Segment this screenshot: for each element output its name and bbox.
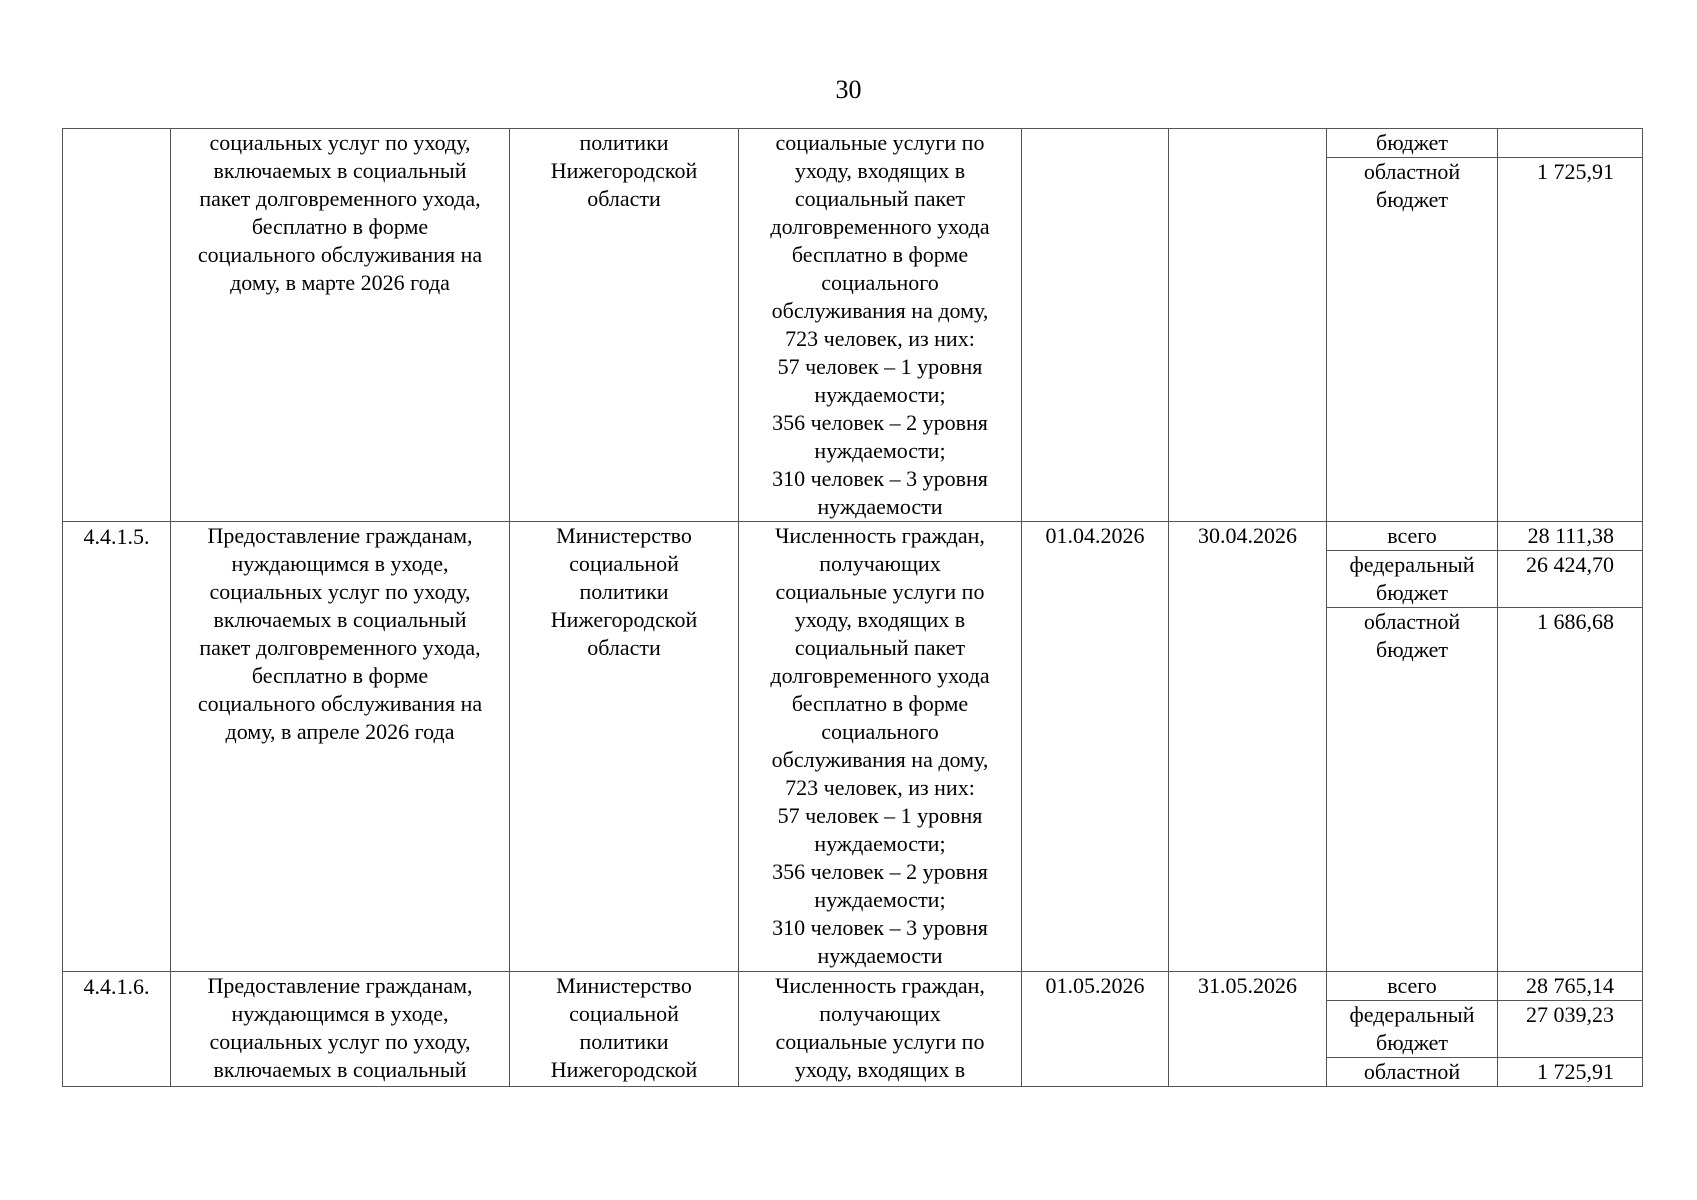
- funding-source: областной бюджет: [1327, 158, 1498, 522]
- funding-source: федеральный бюджет: [1327, 1001, 1498, 1058]
- row-number: 4.4.1.6.: [63, 972, 171, 1087]
- row-number: [63, 129, 171, 522]
- funding-source: всего: [1327, 972, 1498, 1001]
- funding-amount: [1498, 129, 1643, 158]
- indicator: Численность граждан, получающих социальные услуги по уходу, входящих в: [739, 972, 1022, 1087]
- end-date: 31.05.2026: [1169, 972, 1327, 1087]
- row-number: 4.4.1.5.: [63, 522, 171, 972]
- funding-source: всего: [1327, 522, 1498, 551]
- start-date: 01.05.2026: [1022, 972, 1169, 1087]
- measure-name: Предоставление гражданам, нуждающимся в уходе, социальных услуг по уходу, включаемых в социальный пакет долговременного ухода, бесплатно в форме социального обслуживания на дому, в апреле 2026 года: [171, 522, 510, 972]
- executor: Министерство социальной политики Нижегородской области: [510, 522, 739, 972]
- measure-name: Предоставление гражданам, нуждающимся в уходе, социальных услуг по уходу, включаемых в социальный: [171, 972, 510, 1087]
- funding-amount: 28 111,38: [1498, 522, 1643, 551]
- measures-table: [62, 128, 1643, 1087]
- start-date: 01.04.2026: [1022, 522, 1169, 972]
- funding-amount: 1 725,91: [1498, 1058, 1643, 1087]
- table-row: [63, 522, 1643, 551]
- measure-name: социальных услуг по уходу, включаемых в социальный пакет долговременного ухода, бесплатно в форме социального обслуживания на дому, в марте 2026 года: [171, 129, 510, 522]
- funding-source: федеральный бюджет: [1327, 551, 1498, 608]
- page-number: 30: [835, 75, 862, 104]
- executor: политики Нижегородской области: [510, 129, 739, 522]
- funding-source: бюджет: [1327, 129, 1498, 158]
- funding-source: областной бюджет: [1327, 608, 1498, 972]
- funding-amount: 28 765,14: [1498, 972, 1643, 1001]
- indicator: Численность граждан, получающих социальные услуги по уходу, входящих в социальный пакет долговременного ухода бесплатно в форме социального обслуживания на дому, 723 человек, из них: 57 человек – 1 уровня нуждаемости; 356 человек – 2 уровня нуждаемости; 310 человек – 3 уровня нуждаемости: [739, 522, 1022, 972]
- start-date: [1022, 129, 1169, 522]
- end-date: [1169, 129, 1327, 522]
- funding-amount: 27 039,23: [1498, 1001, 1643, 1058]
- end-date: 30.04.2026: [1169, 522, 1327, 972]
- funding-source: областной: [1327, 1058, 1498, 1087]
- funding-amount: 26 424,70: [1498, 551, 1643, 608]
- table-row: [63, 972, 1643, 1001]
- funding-amount: 1 725,91: [1498, 158, 1643, 522]
- executor: Министерство социальной политики Нижегородской: [510, 972, 739, 1087]
- table-row: [63, 129, 1643, 158]
- funding-amount: 1 686,68: [1498, 608, 1643, 972]
- indicator: социальные услуги по уходу, входящих в социальный пакет долговременного ухода бесплатно в форме социального обслуживания на дому, 723 человек, из них: 57 человек – 1 уровня нуждаемости; 356 человек – 2 уровня нуждаемости; 310 человек – 3 уровня нуждаемости: [739, 129, 1022, 522]
